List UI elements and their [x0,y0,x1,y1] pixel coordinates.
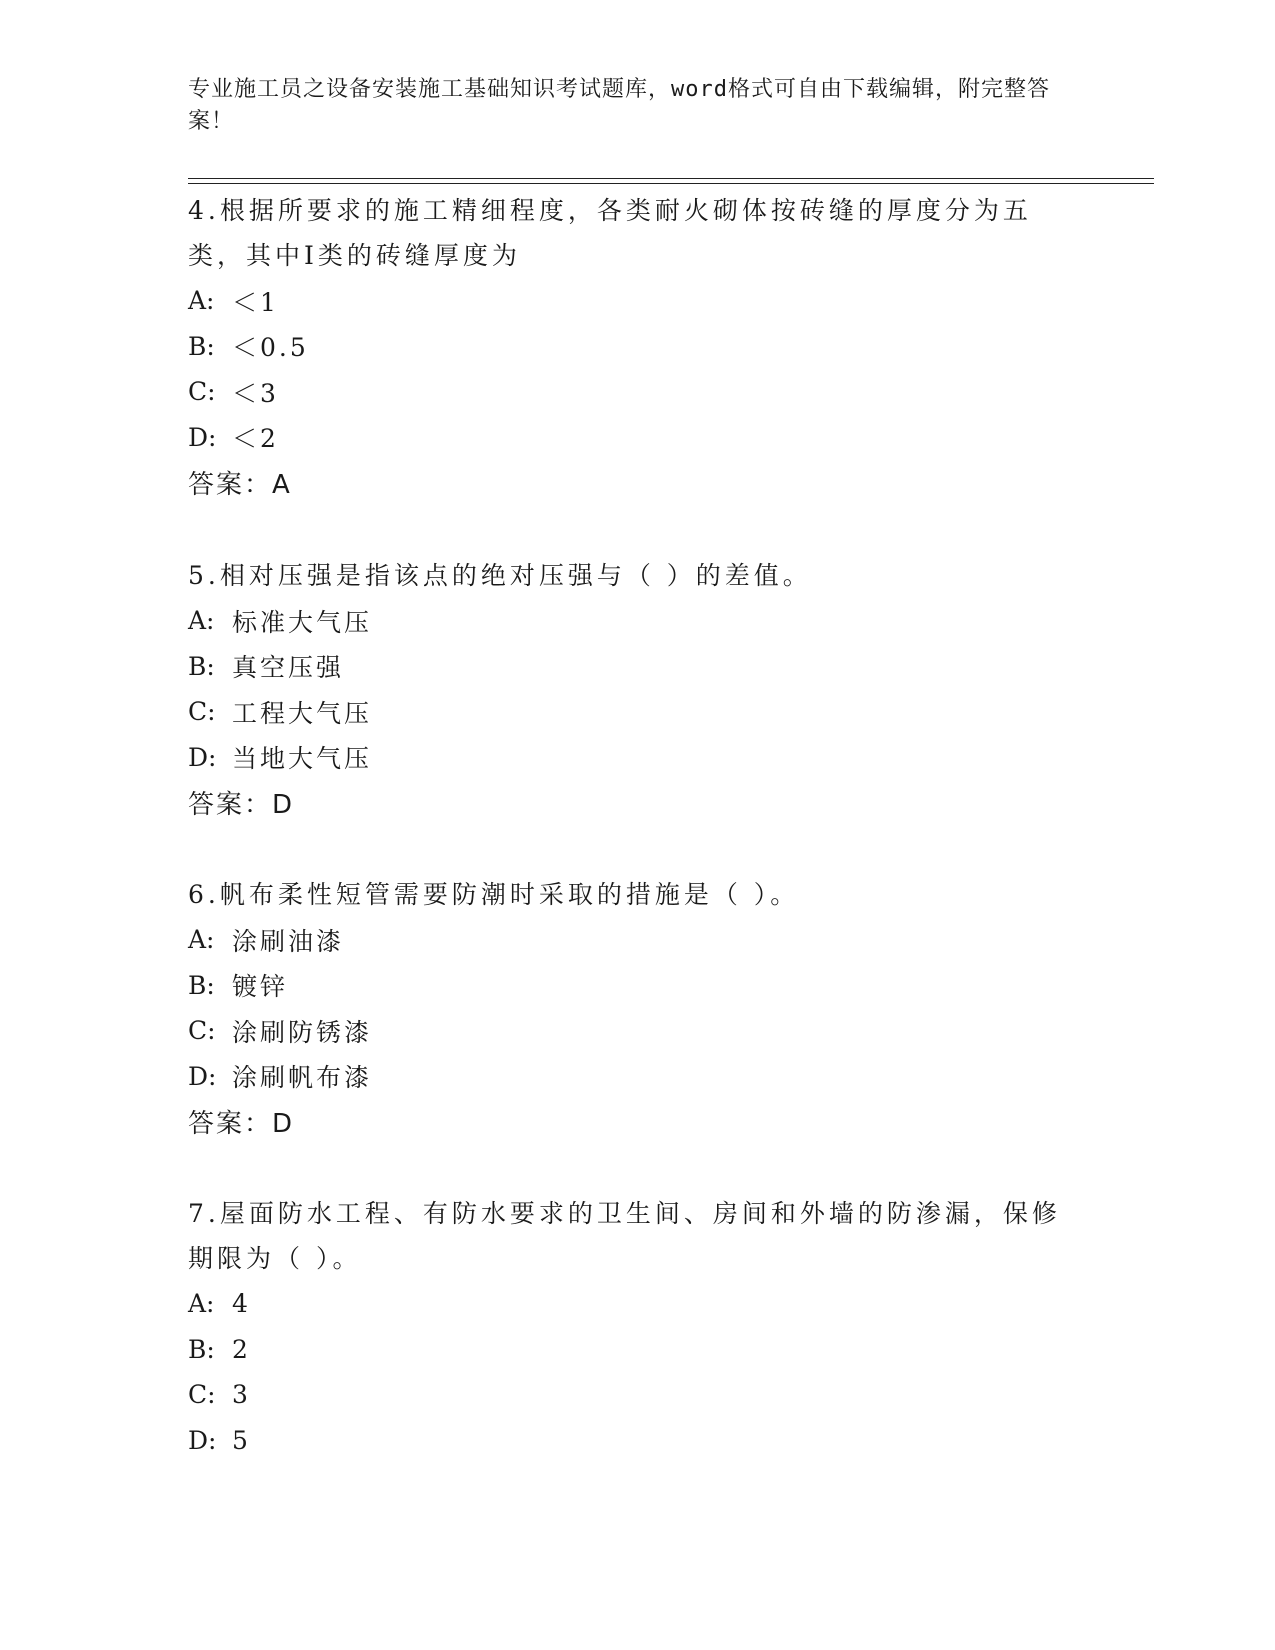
question-6 [188,872,1078,1144]
option-c [188,689,1078,735]
header-divider-top [188,178,1154,179]
answer-line: 答案：D [188,1109,295,1139]
question-4 [188,188,1078,505]
option-c [188,1372,1078,1418]
option-letter: B: [188,331,215,361]
option-text: 镀锌 [232,972,289,1002]
option-text: 4 [232,1289,251,1319]
option-b [188,644,1078,690]
document-header: 专业施工员之设备安装施工基础知识考试题库，word格式可自由下载编辑，附完整答案！ [188,77,1050,134]
option-a [188,598,1078,644]
option-text: 标准大气压 [232,607,373,637]
question-stem: 5.相对压强是指该点的绝对压强与（ ）的差值。 [188,561,812,590]
option-letter: D: [188,1425,217,1455]
option-d [188,735,1078,781]
option-text: 3 [232,1380,251,1410]
option-d [188,415,1078,461]
option-text: 涂刷防锈漆 [232,1017,373,1047]
option-letter: A: [188,1289,215,1319]
option-text: ＜1 [232,287,279,317]
question-7 [188,1191,1078,1463]
option-letter: A: [188,286,215,316]
option-letter: C: [188,1380,216,1410]
option-letter: B: [188,970,215,1000]
option-letter: A: [188,925,215,955]
option-text: ＜0.5 [232,333,309,363]
option-d [188,1418,1078,1464]
question-5 [188,553,1078,825]
option-letter: B: [188,1334,215,1364]
header-divider-bottom [188,183,1154,184]
question-stem: 7.屋面防水工程、有防水要求的卫生间、房间和外墙的防渗漏，保修期限为（ ）。 [188,1199,1061,1273]
option-text: 2 [232,1334,251,1364]
option-b [188,1327,1078,1373]
option-text: ＜2 [232,424,279,454]
option-text: 工程大气压 [232,698,373,728]
option-letter: D: [188,1061,217,1091]
option-letter: C: [188,697,216,727]
question-stem: 6.帆布柔性短管需要防潮时采取的措施是（ ）。 [188,880,800,909]
option-letter: C: [188,1016,216,1046]
question-stem: 4.根据所要求的施工精细程度，各类耐火砌体按砖缝的厚度分为五类，其中Ⅰ类的砖缝厚度为 [188,196,1032,270]
option-letter: D: [188,742,217,772]
option-letter: D: [188,422,217,452]
option-text: 5 [232,1425,251,1455]
option-text: 真空压强 [232,653,345,683]
option-a [188,278,1078,324]
option-c [188,1008,1078,1054]
option-text: ＜3 [232,378,279,408]
option-a [188,1281,1078,1327]
option-b [188,324,1078,370]
option-letter: C: [188,377,216,407]
option-c [188,369,1078,415]
option-text: 涂刷油漆 [232,926,345,956]
option-text: 涂刷帆布漆 [232,1063,373,1093]
option-letter: B: [188,651,215,681]
option-letter: A: [188,606,215,636]
option-text: 当地大气压 [232,744,373,774]
option-d [188,1054,1078,1100]
option-b [188,963,1078,1009]
answer-line: 答案：D [188,790,295,820]
option-a [188,917,1078,963]
answer-line: 答案：A [188,470,292,500]
